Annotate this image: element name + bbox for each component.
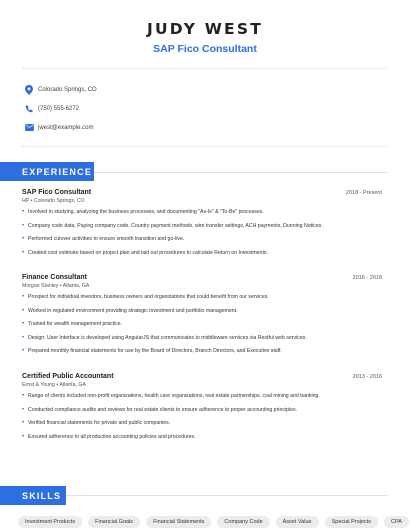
job-company-line: HP • Colorado Springs, CO <box>22 198 85 204</box>
job-company-line: Ernst & Young • Atlanta, GA <box>22 382 86 388</box>
job-company: Morgan Stanley <box>22 283 59 289</box>
bullet-item: • Ensured adherence to all production accounting policies and procedures. <box>22 433 196 440</box>
resume-header <box>0 0 410 55</box>
bullet-item: • Verified financial statements for private and public companies. <box>22 420 171 426</box>
bullet-item: • Created cost estimate based on project plan and laid out procedures to calculate Return on Investments. <box>22 249 268 256</box>
bullet-item: • Range of clients included non-profit organizations, health care organizations, real estate partnerships, coal mining and banking. <box>22 393 320 399</box>
bullet-item: • Trained for wealth management practice. <box>22 321 123 327</box>
contact-email-text: jwest@example.com <box>38 124 94 131</box>
bullet-item: • Design: User Interface is developed using AngularJS that communicates to middleware services via Restful web services. <box>22 334 307 341</box>
skill-chip: Company Code <box>217 516 269 528</box>
job-location: Atlanta, GA <box>59 382 86 388</box>
contact-location-text: Colorado Springs, CO <box>38 86 97 93</box>
email-icon <box>22 121 36 135</box>
bullet-item: • Prospect for individual investors, business owners and organizations that could benefit from our services. <box>22 294 269 300</box>
job-company: HP <box>22 198 30 204</box>
phone-icon <box>22 102 36 116</box>
bullet-item: • Prepared monthly financial statements for use by the Board of Directors, Branch Directors, and Executive staff. <box>22 348 282 354</box>
candidate-title: SAP Fico Consultant <box>153 43 257 55</box>
contact-phone-text: (750) 555-6272 <box>38 105 80 112</box>
job-company-line: Morgan Stanley • Atlanta, GA <box>22 283 90 289</box>
bullet-item: • Worked in regulated environment providing strategic investment and portfolio management. <box>22 307 238 314</box>
skill-chip: Financial Goals <box>88 516 140 528</box>
job-bullets <box>22 209 382 257</box>
contact-phone <box>22 99 97 118</box>
job-bullets <box>22 294 382 355</box>
contact-list <box>22 80 97 137</box>
job-entry <box>22 274 382 362</box>
candidate-name: JUDY WEST <box>147 20 263 38</box>
skills-rule <box>66 495 388 496</box>
bullet-item: • Involved in studying, analyzing the business processes, and documenting "As-Is" & "To-Be" processes. <box>22 209 264 215</box>
bullet-item: • Performed cutover activities to ensure smooth transition and go-live. <box>22 236 185 242</box>
skill-chip: Asset Value <box>276 516 319 528</box>
header-divider <box>22 68 388 69</box>
job-title: Finance Consultant <box>22 274 87 281</box>
job-entry <box>22 373 382 447</box>
contact-location <box>22 80 97 99</box>
job-title: Certified Public Accountant <box>22 373 114 380</box>
job-dates: 2016 - 2018 <box>352 275 382 281</box>
location-pin-icon <box>22 83 36 97</box>
experience-rule <box>94 172 388 173</box>
job-bullets <box>22 393 382 441</box>
contact-divider <box>22 146 388 147</box>
job-location: Colorado Springs, CO <box>33 198 85 204</box>
bullet-item: • Company code data, Paying company code, Country payment methods, wire transfer settings, ACH payments, Dunning Notices. <box>22 222 323 229</box>
bullet-item: • Conducted compliance audits and reviews for real estate clients to ensure adherence to proper accounting principles. <box>22 406 298 413</box>
job-dates: 2013 - 2016 <box>352 374 382 380</box>
skills-list <box>18 516 409 528</box>
skills-heading: SKILLS <box>0 486 66 505</box>
job-dates: 2018 - Present <box>345 190 382 196</box>
skill-chip: CPA <box>384 516 409 528</box>
job-location: Atlanta, GA <box>62 283 90 289</box>
job-entry <box>22 189 382 263</box>
job-title: SAP Fico Consultant <box>22 189 92 196</box>
contact-email <box>22 118 97 137</box>
skill-chip: Investment Products <box>18 516 82 528</box>
job-company: Ernst & Young <box>22 382 55 388</box>
skill-chip: Financial Statements <box>146 516 211 528</box>
skill-chip: Special Projects <box>325 516 378 528</box>
experience-heading: EXPERIENCE <box>0 162 94 181</box>
